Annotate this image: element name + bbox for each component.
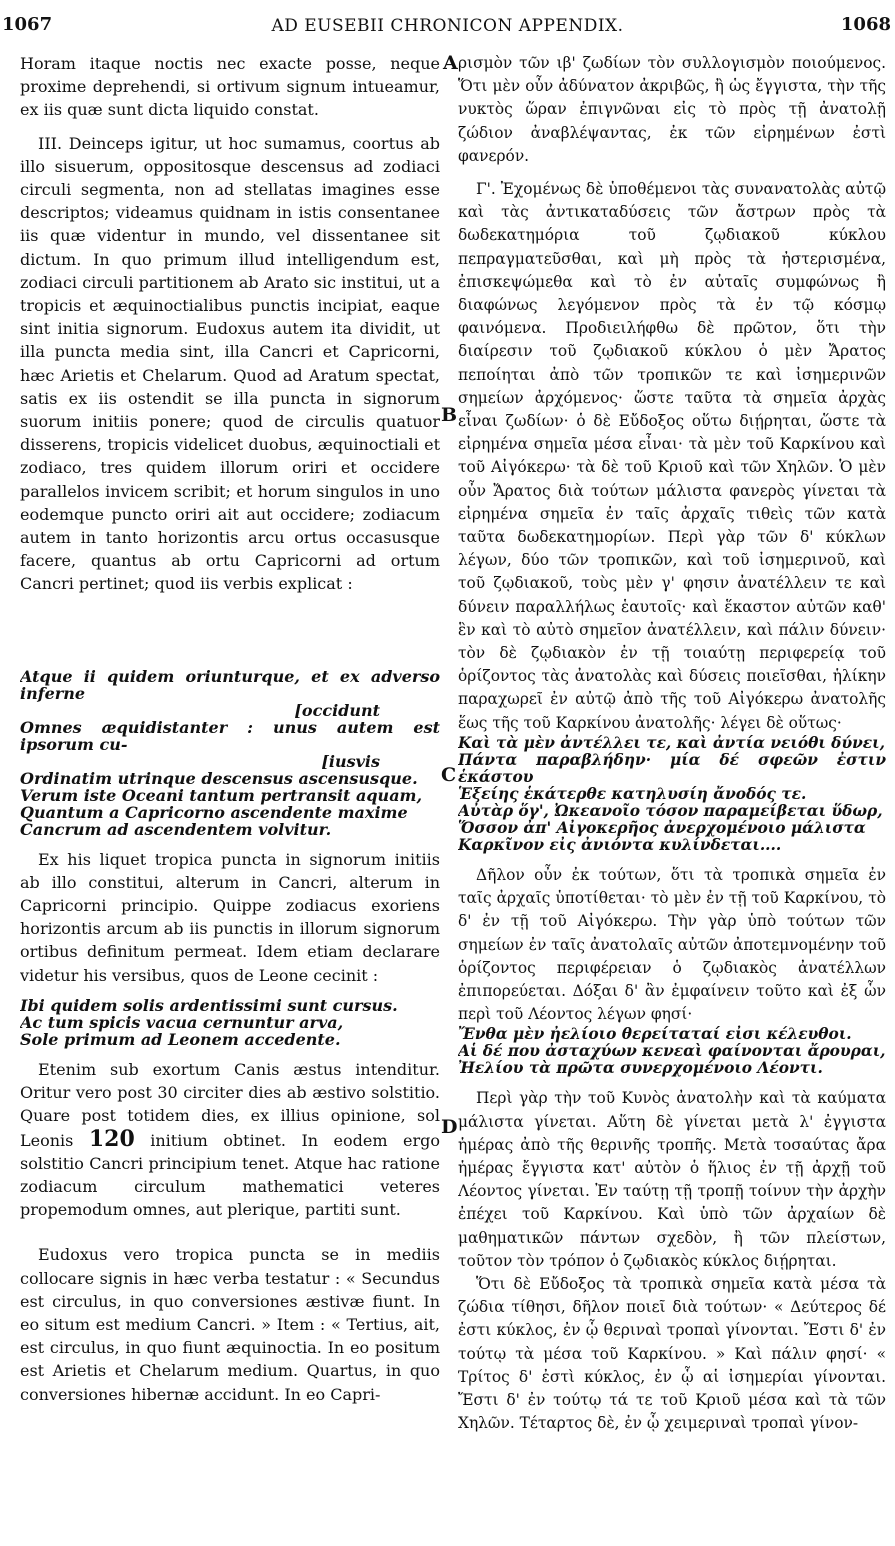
greek-paragraph-1: ρισμὸν τῶν ιβ' ζωδίων τὸν συλλογισμὸν ποιούμενος. Ὅτι μὲν οὖν ἀδύνατον ἀκριβῶς, ἢ ὡς ἔγγιστα, τὴν τῆς νυκτὸς ὥραν ἐπιγνῶναι εἰς τὸ πρὸς τῇ ἀνατολῇ ζώδιον ἀναβλέψαντας, ἐκ τῶν εἰρημένων ἐστὶ φανερόν. (458, 54, 886, 165)
verse-line: Ὅσσον ἀπ' Αἰγοκερῆος ἀνερχομένοιο μάλιστα (458, 818, 866, 837)
verse-line-cont: [iusvis (321, 751, 380, 771)
latin-column (20, 52, 440, 1540)
verse-line: Καὶ τὰ μὲν ἀντέλλει τε, καὶ ἀντία νειόθι δύνει, (458, 733, 885, 752)
latin-paragraph-1: Horam itaque noctis nec exacte posse, neque proxime deprehendi, si ortivum signum intueamur, ex iis quæ sunt dicta liquido constat. (20, 54, 440, 120)
latin-verse-1 (20, 668, 440, 838)
verse-line: Καρκῖνον εἰς ἀνιόντα κυλίνδεται.... (458, 835, 782, 854)
verse-line: Ἔνθα μὲν ἠελίοιο θερείταταί εἰσι κέλευθοι. (458, 1025, 852, 1044)
margin-letter-a: A (443, 52, 458, 74)
verse-line: Sole primum ad Leonem accedente. (20, 1029, 341, 1049)
greek-paragraph-5: Ὅτι δὲ Εὔδοξος τὰ τροπικὰ σημεῖα κατὰ μέσα τὰ ζώδια τίθησι, δῆλον ποιεῖ διὰ τούτων· « Δεύτερος δέ ἐστι κύκλος, ἐν ᾧ θεριναὶ τροπαὶ γίνονται. Ἔστι δ' ἐν τούτῳ τὰ μέσα τοῦ Καρκίνου. » Καὶ πάλιν φησί· « Τρίτος δ' ἐστὶ κύκλος, ἐν ᾧ αἱ ἰσημερίαι γίνονται. Ἔστι δ' ἐν τούτῳ τά τε τοῦ Κριοῦ μέσα καὶ τὰ τῶν Χηλῶν. Τέταρτος δὲ, ἐν ᾧ χειμεριναὶ τροπαὶ γίνον- (458, 1274, 886, 1433)
margin-letter-c: C (441, 764, 457, 786)
greek-verse-2 (458, 1026, 886, 1077)
greek-verse-1 (458, 735, 886, 854)
latin-paragraph-2: III. Deinceps igitur, ut hoc sumamus, coortus ab illo sisuerum, oppositosque descensus ad zodiaci circuli segmenta, non ad stellatas imagines esse descriptos; videamus quidnam in istis consentanee iis quæ videntur in mundo, vel dissentanee sit dictum. In quo primum illud intelligendum est, zodiaci circuli partitionem ab Arato sic institui, ut a tropicis et æquinoctialibus punctis incipiat, eaque sint initia signorum. Eudoxus autem ita dividit, ut illa puncta media sint, illa Cancri et Capricorni, hæc Arietis et Chelarum. Quod ad Aratum spectat, satis ex iis ostendit se illa puncta in signorum suorum initiis ponere; quod de circulis quatuor disserens, tropicis videlicet duobus, æquinoctiali et zodiaco, tres quidem illorum oriri et occidere parallelos invicem scribit; et horum singulos in uno eodemque puncto oriri ait aut occidere; zodiacum autem in tanto horizontis arcu ortus occasusque facere, quantus ab ortu Capricorni ad ortum Cancri pertinet; quod iis verbis explicat : (20, 133, 440, 594)
verse-line: Ibi quidem solis ardentissimi sunt cursus. (20, 995, 398, 1015)
verse-line: Atque ii quidem oriunturque, et ex adverso inferne (20, 666, 440, 703)
verse-line: Ordinatim utrinque descensus ascensusque. (20, 768, 418, 788)
running-title: AD EUSEBII CHRONICON APPENDIX. (271, 16, 624, 36)
verse-line: Cancrum ad ascendentem volvitur. (20, 819, 332, 839)
verse-line: Ἑξείης ἑκάτερθε κατηλυσίη ἄνοδός τε. (458, 784, 807, 803)
page-number-left: 1067 (2, 14, 53, 35)
latin-paragraph-5: Eudoxus vero tropica puncta se in mediis collocare signis in hæc verba testatur : « Secundus est circulus, in quo conversiones æstivæ fiunt. In eo situm est medium Cancri. » Item : « Tertius, ait, est circulus, in quo fiunt æquinoctia. In eo positum est Arietis et Chelarum medium. Quartus, in quo conversiones hibernæ accidunt. In eo Capri- (20, 1245, 440, 1404)
verse-line: Omnes æquidistanter : unus autem est ipsorum cu- (20, 717, 440, 754)
page-number-right: 1068 (840, 14, 891, 35)
latin-paragraph-4 (20, 1058, 440, 1221)
verse-line: Πάντα παραβλήδην· μία δέ σφεῶν ἐστιν ἑκάστου (458, 750, 886, 786)
verse-line-cont: [occidunt (294, 700, 380, 720)
verse-line: Ac tum spicis vacua cernuntur arva, (20, 1012, 344, 1032)
greek-column (458, 52, 886, 1540)
text-run: initium obtinet. In eodem ergo solstitio Cancri principium tenet. Atque hac ratione zodiacum circulum mathematici veteres propemodum omnes, aut plerique, partiti sunt. (20, 1130, 440, 1220)
verse-line: Verum iste Oceani tantum pertransit aquam, (20, 785, 423, 805)
page-header (0, 14, 895, 44)
text-run: Etenim sub exortum Canis æstus intenditur. Oritur vero post 30 circiter dies ab æstivo solstitio. Quare post totidem dies, ex illius opinione, sol Leonis (20, 1059, 440, 1150)
marginal-number: 120 (88, 1125, 135, 1152)
verse-line: Ἠελίου τὰ πρῶτα συνερχομένοιο Λέοντι. (458, 1059, 823, 1078)
latin-paragraph-3: Ex his liquet tropica puncta in signorum initiis ab illo constitui, alterum in Cancri, alterum in Capricorni principio. Quippe zodiacus exoriens horizontis arcum ab iis punctis in illorum signorum ortibus definitum permeat. Idem etiam declarare videtur his versibus, quos de Leone cecinit : (20, 849, 440, 985)
greek-paragraph-2: Γ'. Ἐχομένως δὲ ὑποθέμενοι τὰς συνανατολὰς αὐτῷ καὶ τὰς ἀντικαταδύσεις τῶν ἄστρων πρὸς τὰ δωδεκατημόρια τοῦ ζῳδιακοῦ κύκλου πεπραγματεῦσθαι, καὶ μὴ πρὸς τὰ ἠστερισμένα, ἐπισκεψώμεθα καὶ τὸ ἐν αὐταῖς συμφώνως ἢ διαφώνως λεγόμενον πρὸς τὰ ἐν τῷ κόσμῳ φαινόμενα. Προδιειλήφθω δὲ πρῶτον, ὅτι τὴν διαίρεσιν τοῦ ζῳδιακοῦ κύκλου ὁ μὲν Ἄρατος πεποίηται ἀπὸ τῶν τροπικῶν τε καὶ ἰσημερινῶν σημείων ἀρχόμενος· ὥστε ταῦτα τὰ σημεῖα ἀρχὰς εἶναι ζωδίων· ὁ δὲ Εὔδοξος οὕτω διῄρηται, ὥστε τὰ εἰρημένα σημεῖα μέσα εἶναι· τὰ μὲν τοῦ Καρκίνου καὶ τοῦ Αἰγόκερω· τὰ δὲ τοῦ Κριοῦ καὶ τῶν Χηλῶν. Ὁ μὲν οὖν Ἄρατος διὰ τούτων μάλιστα φανερὸς γίνεται τὰ εἰρημένα σημεῖα ἐν ταῖς ἀρχαῖς τιθεὶς τῶν κατὰ ταῦτα δωδεκατημορίων. Περὶ γὰρ τῶν δ' κύκλων λέγων, δύο τῶν τροπικῶν, καὶ τοῦ ἰσημερινοῦ, καὶ τοῦ ζῳδιακοῦ, τοὺς μὲν γ' φησιν ἀνατέλλειν τε καὶ δύνειν παραλλήλως ἑαυτοῖς· καὶ ἕκαστον αὐτῶν καθ' ἓν καὶ τὸ αὐτὸ σημεῖον ἀνατέλλειν, καὶ πάλιν δύνειν· τὸν δὲ ζῳδιακὸν ἐν τῇ τοιαύτῃ περιφερείᾳ τοῦ ὁρίζοντος τὰς ἀνατολὰς καὶ δύσεις ποιεῖσθαι, ἡλίκην παραχωρεῖ ἐν αὐτῷ ἀπὸ τῆς τοῦ Αἰγόκερω ἀνατολῆς ἕως τῆς τοῦ Καρκίνου ἀνατολῆς· λέγει δὲ οὕτως· (458, 180, 886, 732)
verse-line: Αὐτὰρ ὅγ', Ὠκεανοῖο τόσον παραμείβεται ὕδωρ, (458, 801, 883, 820)
latin-verse-2 (20, 997, 440, 1048)
margin-letter-b: B (441, 404, 458, 426)
verse-line: Αἱ δέ που ἀσταχύων κενεαὶ φαίνονται ἄρουραι, (458, 1042, 886, 1061)
greek-paragraph-4: Περὶ γὰρ τὴν τοῦ Κυνὸς ἀνατολὴν καὶ τὰ καύματα μάλιστα γίνεται. Αὕτη δὲ γίνεται μετὰ λ' ἐγγιστα ἡμέρας ἀπὸ τῆς θερινῆς τροπῆς. Μετὰ τοσαύτας ἄρα ἡμέρας ἔγγιστα κατ' αὐτὸν ὁ ἥλιος ἐν τῇ ἀρχῇ τοῦ Λέοντος γίνεται. Ἐν ταύτῃ τῇ τροπῇ τοίνυν τὴν ἀρχὴν ἐπέχει τοῦ Καρκίνου. Καὶ ὑπὸ τῶν ἀρχαίων δὲ μαθηματικῶν πάντων σχεδὸν, ἢ τῶν πλείστων, τοῦτον τὸν τρόπον ὁ ζῳδιακὸς κύκλος διῄρηται. (458, 1089, 886, 1270)
margin-letter-d: D (441, 1116, 458, 1138)
verse-line: Quantum a Capricorno ascendente maxime (20, 802, 408, 822)
greek-paragraph-3: Δῆλον οὖν ἐκ τούτων, ὅτι τὰ τροπικὰ σημεῖα ἐν ταῖς ἀρχαῖς ὑποτίθεται· τὸ μὲν ἐν τῇ τοῦ Καρκίνου, τὸ δ' ἐν τῇ τοῦ Αἰγόκερω. Τὴν γὰρ ὑπὸ τούτων τῶν σημείων ἐν ταῖς ἀνατολαῖς αὐτῶν ἀποτεμνομένην τοῦ ὁρίζοντος περιφέρειαν ὁ ζῳδιακὸς ἀνατέλλων ἐπιπορεύεται. Δόξαι δ' ἂν ἐμφαίνειν τοῦτο καὶ ἐξ ὧν περὶ τοῦ Λέοντος λέγων φησί· (458, 865, 886, 1024)
